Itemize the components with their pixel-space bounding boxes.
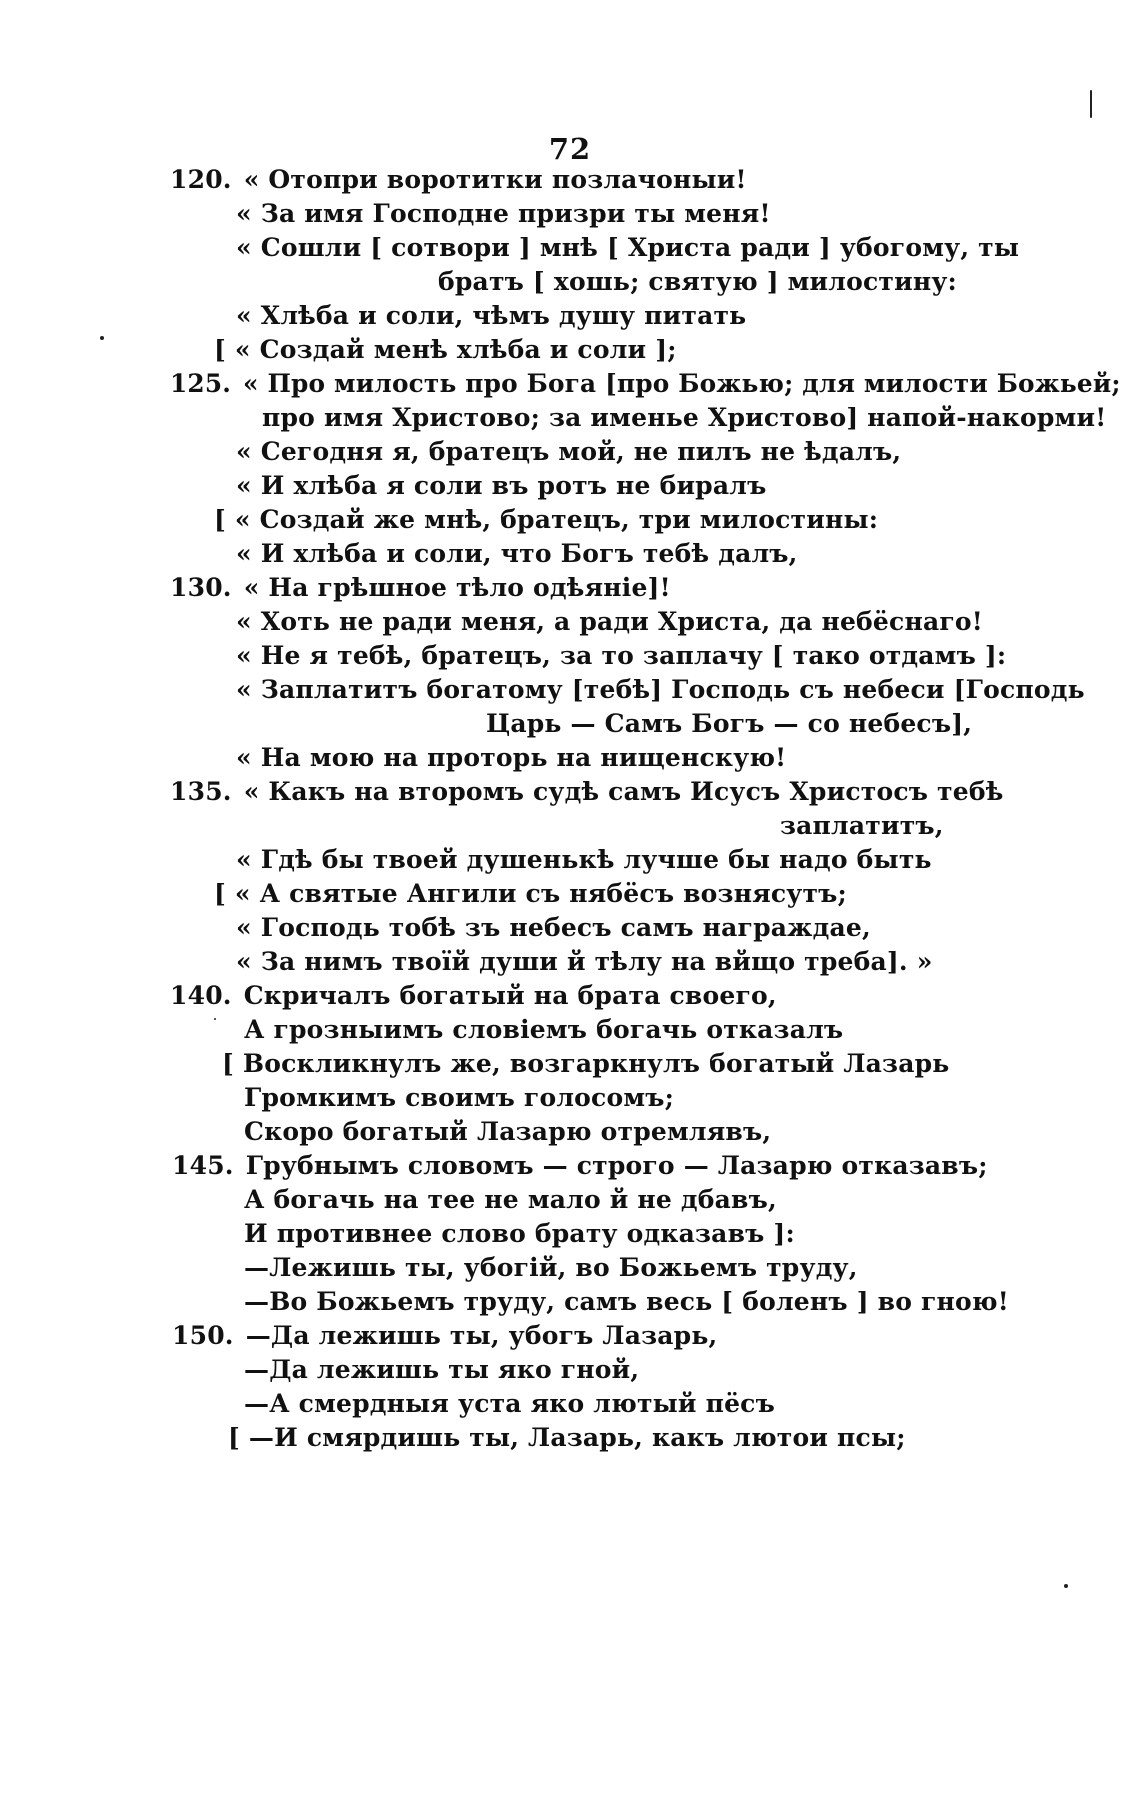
verse-line [262,403,1106,433]
line-text: « Хлѣба и соли, чѣмъ душу питать [236,301,747,330]
line-text: « На мою на проторь на нищенскую! [236,743,787,772]
line-text: —Да лежишь ты яко гной, [244,1355,640,1384]
line-number: 120. [170,165,232,194]
verse-line [244,1287,1009,1317]
line-text: « Не я тебѣ, братецъ, за то заплачу [ тако отдамъ ]: [236,641,1007,670]
line-text: А богачь на тее не мало й не дбавъ, [244,1185,777,1214]
verse-line [170,573,671,603]
line-text: [ « Создай же мнѣ, братецъ, три милостины: [214,505,879,534]
verse-line [236,845,932,875]
verse-line [244,1015,843,1045]
line-text: Скоро богатый Лазарю отремлявъ, [244,1117,772,1146]
line-text: [ « А святые Ангили съ нябёсъ вознясутъ; [214,879,847,908]
line-text: А грозныимъ словіемъ богачь отказалъ [244,1015,844,1044]
verse-line [244,1117,771,1147]
page-number: 72 [548,132,592,166]
verse-line [244,1083,674,1113]
verse-line [244,1355,639,1385]
verse-line [438,267,957,297]
line-text: Скричалъ богатый на брата своего, [243,981,777,1010]
verse-line [486,709,972,739]
verse-line [244,1219,795,1249]
verse-line [170,369,1121,399]
line-text: братъ [ хошь; святую ] милостину: [438,267,957,296]
line-text: « И хлѣба я соли въ ротъ не биралъ [236,471,767,500]
verse-line [244,1185,777,1215]
scan-speck [1064,1584,1068,1588]
line-text: « Гдѣ бы твоей душенькѣ лучше бы надо быть [236,845,932,874]
verse-line [244,1389,775,1419]
line-number: 125. [170,369,232,398]
verse-line [228,1423,906,1453]
verse-line [236,301,746,331]
verse-line [244,1253,858,1283]
line-text: —Лежишь ты, убогій, во Божьемъ труду, [244,1253,858,1282]
line-number: 130. [170,573,232,602]
line-text: —Да лежишь ты, убогъ Лазарь, [245,1321,718,1350]
verse-line [170,165,747,195]
verse-line [236,913,871,943]
line-text: —А смердныя уста яко лютый пёсъ [244,1389,775,1418]
scan-mark [1090,90,1092,118]
line-text: Грубнымъ словомъ — строго — Лазарю отказавъ; [245,1151,988,1180]
line-text: « Хоть не ради меня, а ради Христа, да небёснаго! [236,607,983,636]
verse-line [780,811,944,841]
line-text: « Сегодня я, братецъ мой, не пилъ не ѣдалъ, [236,437,902,466]
verse-line [236,233,1019,263]
line-text: « За имя Господне призри ты меня! [236,199,771,228]
verse-line [236,675,1085,705]
line-number: 140. [170,981,232,1010]
verse-line [222,1049,949,1079]
line-text: [ « Создай менѣ хлѣба и соли ]; [214,335,677,364]
line-text: « За нимъ твоїй души й тѣлу на вйщо треба]. » [236,947,933,976]
line-text: « Заплатитъ богатому [тебѣ] Господь съ небеси [Господь [236,675,1085,704]
line-text: [ Воскликнулъ же, возгаркнулъ богатый Лазарь [222,1049,950,1078]
verse-line [236,641,1006,671]
verse-line [170,981,777,1011]
line-number: 150. [172,1321,234,1350]
line-text: [ —И смярдишь ты, Лазарь, какъ лютои псы; [228,1423,906,1452]
verse-line [236,199,771,229]
line-text: « Отопри воротитки позлачоныи! [243,165,747,194]
verse-line [172,1151,988,1181]
verse-line [236,743,786,773]
line-text: « Господь тобѣ зъ небесъ самъ награждае, [236,913,871,942]
line-text: « Про милость про Бога [про Божью; для милости Божьей; [242,369,1121,398]
verse-line [236,539,798,569]
line-text: Царь — Самъ Богъ — со небесъ], [486,709,973,738]
line-number: 145. [172,1151,234,1180]
line-text: « Сошли [ сотвори ] мнѣ [ Христа ради ] убогому, ты [236,233,1020,262]
line-text: про имя Христово; за именье Христово] напой-накорми! [262,403,1107,432]
verse-line [236,947,933,977]
line-number: 135. [170,777,232,806]
line-text: Громкимъ своимъ голосомъ; [244,1083,675,1112]
line-text: И противнее слово брату одказавъ ]: [244,1219,795,1248]
scan-speck [214,1018,216,1020]
verse-line [170,777,1004,807]
line-text: « И хлѣба и соли, что Богъ тебѣ далъ, [236,539,798,568]
scan-speck [100,336,104,340]
verse-line [236,607,983,637]
verse-line [214,505,878,535]
line-text: —Во Божьемъ труду, самъ весь [ боленъ ] во гною! [244,1287,1009,1316]
line-text: « На грѣшное тѣло одѣяніе]! [243,573,671,602]
verse-line [214,879,847,909]
line-text: « Какъ на второмъ судѣ самъ Исусъ Христосъ тебѣ [243,777,1004,806]
line-text: заплатитъ, [780,811,944,840]
verse-line [236,471,766,501]
verse-line [236,437,901,467]
verse-line [214,335,677,365]
verse-line [172,1321,717,1351]
